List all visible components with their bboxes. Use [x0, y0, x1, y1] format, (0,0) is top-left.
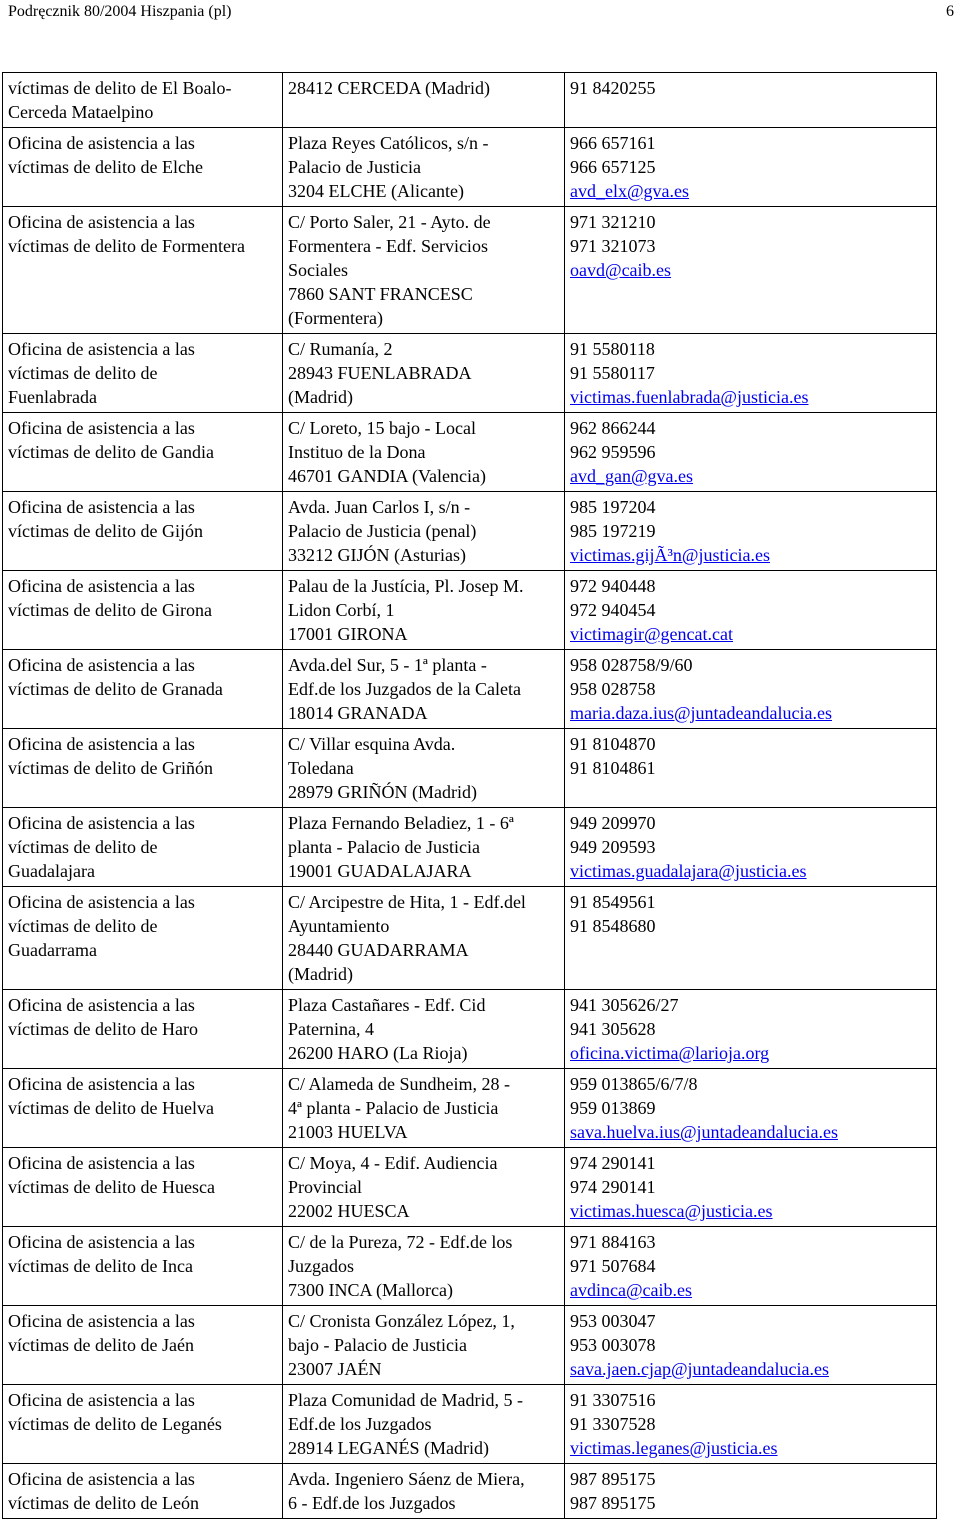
office-name-line: víctimas de delito de [8, 363, 158, 383]
phone-number: 91 8420255 [570, 78, 656, 98]
address-line: 23007 JAÉN [288, 1359, 382, 1379]
address-line: 28943 FUENLABRADA [288, 363, 472, 383]
contact-cell [565, 1306, 937, 1385]
address-line: C/ Loreto, 15 bajo - Local [288, 418, 476, 438]
address-cell [283, 73, 565, 128]
office-name-line: Oficina de asistencia a las [8, 892, 195, 912]
address-cell [283, 571, 565, 650]
table-row [3, 729, 937, 808]
office-name-cell [3, 1464, 283, 1519]
address-line: (Madrid) [288, 387, 353, 407]
phone-number: 966 657161 [570, 133, 656, 153]
address-line: Palacio de Justicia (penal) [288, 521, 477, 541]
phone-number: 941 305626/27 [570, 995, 679, 1015]
address-line: 7300 INCA (Mallorca) [288, 1280, 453, 1300]
phone-number: 941 305628 [570, 1019, 656, 1039]
address-line: Plaza Fernando Beladiez, 1 - 6ª [288, 813, 514, 833]
office-name-line: víctimas de delito de Granada [8, 679, 223, 699]
address-line: Juzgados [288, 1256, 354, 1276]
office-name-line: Oficina de asistencia a las [8, 133, 195, 153]
office-name-cell [3, 1385, 283, 1464]
phone-number: 91 8548680 [570, 916, 656, 936]
address-cell [283, 729, 565, 808]
office-name-line: víctimas de delito de El Boalo- [8, 78, 232, 98]
office-name-line: Fuenlabrada [8, 387, 97, 407]
email-link[interactable]: victimas.guadalajara@justicia.es [570, 861, 807, 881]
address-line: 46701 GANDIA (Valencia) [288, 466, 486, 486]
page-number: 6 [946, 3, 954, 20]
office-name-line: Oficina de asistencia a las [8, 339, 195, 359]
address-line: Avda.del Sur, 5 - 1ª planta - [288, 655, 487, 675]
email-link[interactable]: oficina.victima@larioja.org [570, 1043, 770, 1063]
office-name-line: víctimas de delito de Jaén [8, 1335, 194, 1355]
phone-number: 962 866244 [570, 418, 656, 438]
office-name-cell [3, 1227, 283, 1306]
office-name-line: víctimas de delito de León [8, 1493, 199, 1513]
office-name-line: víctimas de delito de Haro [8, 1019, 198, 1039]
email-link[interactable]: sava.huelva.ius@juntadeandalucia.es [570, 1122, 838, 1142]
email-link[interactable]: avd_gan@gva.es [570, 466, 694, 486]
address-line: Avda. Ingeniero Sáenz de Miera, [288, 1469, 525, 1489]
table-row [3, 1069, 937, 1148]
phone-number: 962 959596 [570, 442, 656, 462]
office-name-line: Oficina de asistencia a las [8, 497, 195, 517]
office-name-line: Oficina de asistencia a las [8, 995, 195, 1015]
office-name-line: víctimas de delito de [8, 837, 158, 857]
email-link[interactable]: avdinca@caib.es [570, 1280, 693, 1300]
office-name-line: víctimas de delito de Gijón [8, 521, 203, 541]
office-name-cell [3, 1306, 283, 1385]
office-name-line: Oficina de asistencia a las [8, 418, 195, 438]
office-name-line: Oficina de asistencia a las [8, 655, 195, 675]
address-line: C/ Moya, 4 - Edif. Audiencia [288, 1153, 498, 1173]
email-link[interactable]: victimagir@gencat.cat [570, 624, 734, 644]
table-row [3, 887, 937, 990]
phone-number: 91 8104861 [570, 758, 656, 778]
office-name-line: Guadalajara [8, 861, 95, 881]
address-line: Instituo de la Dona [288, 442, 426, 462]
office-name-cell [3, 128, 283, 207]
address-line: 18014 GRANADA [288, 703, 428, 723]
address-line: 28440 GUADARRAMA [288, 940, 469, 960]
address-line: Paternina, 4 [288, 1019, 374, 1039]
phone-number: 987 895175 [570, 1469, 656, 1489]
contact-cell [565, 1385, 937, 1464]
phone-number: 966 657125 [570, 157, 656, 177]
table-row [3, 413, 937, 492]
phone-number: 972 940454 [570, 600, 656, 620]
office-name-line: víctimas de delito de [8, 916, 158, 936]
office-name-line: víctimas de delito de Inca [8, 1256, 193, 1276]
office-name-line: Oficina de asistencia a las [8, 1074, 195, 1094]
table-row [3, 990, 937, 1069]
phone-number: 958 028758/9/60 [570, 655, 693, 675]
address-line: Edf.de los Juzgados de la Caleta [288, 679, 521, 699]
office-name-line: Oficina de asistencia a las [8, 1469, 195, 1489]
address-line: C/ Rumanía, 2 [288, 339, 393, 359]
table-row [3, 650, 937, 729]
phone-number: 91 3307516 [570, 1390, 656, 1410]
document-title: Podręcznik 80/2004 Hiszpania (pl) [8, 3, 232, 20]
contact-cell [565, 1464, 937, 1519]
address-line: planta - Palacio de Justicia [288, 837, 480, 857]
victim-assistance-offices-table [2, 72, 937, 1519]
contact-cell [565, 571, 937, 650]
office-name-cell [3, 650, 283, 729]
office-name-line: Cerceda Mataelpino [8, 102, 154, 122]
phone-number: 959 013869 [570, 1098, 656, 1118]
office-name-line: Oficina de asistencia a las [8, 576, 195, 596]
phone-number: 91 3307528 [570, 1414, 656, 1434]
address-cell [283, 1069, 565, 1148]
contact-cell [565, 1148, 937, 1227]
address-cell [283, 413, 565, 492]
phone-number: 91 5580117 [570, 363, 655, 383]
address-line: C/ Alameda de Sundheim, 28 - [288, 1074, 510, 1094]
table-row [3, 492, 937, 571]
address-line: Plaza Reyes Católicos, s/n - [288, 133, 489, 153]
address-cell [283, 334, 565, 413]
phone-number: 971 884163 [570, 1232, 656, 1252]
table-row [3, 73, 937, 128]
table-row [3, 1464, 937, 1519]
address-line: Plaza Comunidad de Madrid, 5 - [288, 1390, 523, 1410]
address-cell [283, 492, 565, 571]
office-name-cell [3, 990, 283, 1069]
table-row [3, 808, 937, 887]
address-cell [283, 128, 565, 207]
address-cell [283, 1148, 565, 1227]
phone-number: 959 013865/6/7/8 [570, 1074, 698, 1094]
email-link[interactable]: sava.jaen.cjap@juntadeandalucia.es [570, 1359, 829, 1379]
email-link[interactable]: avd_elx@gva.es [570, 181, 690, 201]
phone-number: 971 321210 [570, 212, 656, 232]
address-cell [283, 1464, 565, 1519]
address-line: 7860 SANT FRANCESC [288, 284, 473, 304]
address-line: (Madrid) [288, 964, 353, 984]
contact-cell [565, 990, 937, 1069]
office-name-line: víctimas de delito de Elche [8, 157, 203, 177]
table-row [3, 1148, 937, 1227]
office-name-cell [3, 887, 283, 990]
address-line: C/ Arcipestre de Hita, 1 - Edf.del [288, 892, 526, 912]
email-link[interactable]: victimas.fuenlabrada@justicia.es [570, 387, 809, 407]
contact-cell [565, 1069, 937, 1148]
page-header [0, 0, 960, 40]
email-link[interactable]: oavd@caib.es [570, 260, 672, 280]
office-name-line: Oficina de asistencia a las [8, 212, 195, 232]
address-line: C/ de la Pureza, 72 - Edf.de los [288, 1232, 513, 1252]
contact-cell [565, 887, 937, 990]
address-line: 33212 GIJÓN (Asturias) [288, 545, 466, 565]
address-line: bajo - Palacio de Justicia [288, 1335, 467, 1355]
phone-number: 972 940448 [570, 576, 656, 596]
office-name-line: víctimas de delito de Gandia [8, 442, 214, 462]
address-line: 28979 GRIÑÓN (Madrid) [288, 782, 477, 802]
office-name-cell [3, 729, 283, 808]
address-cell [283, 207, 565, 334]
contact-cell [565, 207, 937, 334]
table-row [3, 334, 937, 413]
address-line: C/ Porto Saler, 21 - Ayto. de [288, 212, 491, 232]
address-cell [283, 887, 565, 990]
address-cell [283, 650, 565, 729]
phone-number: 949 209593 [570, 837, 656, 857]
office-name-cell [3, 492, 283, 571]
address-line: 6 - Edf.de los Juzgados [288, 1493, 456, 1513]
office-name-line: Oficina de asistencia a las [8, 734, 195, 754]
office-name-line: Oficina de asistencia a las [8, 813, 195, 833]
table-row [3, 207, 937, 334]
email-link[interactable]: victimas.gijÃ³n@justicia.es [570, 545, 770, 565]
address-line: Avda. Juan Carlos I, s/n - [288, 497, 471, 517]
contact-cell [565, 729, 937, 808]
phone-number: 974 290141 [570, 1177, 656, 1197]
address-line: (Formentera) [288, 308, 383, 328]
contact-cell [565, 1227, 937, 1306]
address-line: 17001 GIRONA [288, 624, 408, 644]
contact-cell [565, 808, 937, 887]
email-link[interactable]: maria.daza.ius@juntadeandalucia.es [570, 703, 832, 723]
address-line: 28412 CERCEDA (Madrid) [288, 78, 490, 98]
phone-number: 987 895175 [570, 1493, 656, 1513]
office-name-cell [3, 334, 283, 413]
table-row [3, 571, 937, 650]
phone-number: 953 003078 [570, 1335, 656, 1355]
office-name-line: víctimas de delito de Girona [8, 600, 212, 620]
address-line: C/ Cronista González López, 1, [288, 1311, 515, 1331]
office-name-line: Guadarrama [8, 940, 97, 960]
address-line: 22002 HUESCA [288, 1201, 410, 1221]
table-row [3, 128, 937, 207]
office-name-line: Oficina de asistencia a las [8, 1311, 195, 1331]
phone-number: 91 8549561 [570, 892, 656, 912]
email-link[interactable]: victimas.leganes@justicia.es [570, 1438, 778, 1458]
table-row [3, 1385, 937, 1464]
phone-number: 91 5580118 [570, 339, 655, 359]
address-cell [283, 808, 565, 887]
address-line: Formentera - Edf. Servicios [288, 236, 488, 256]
office-name-cell [3, 73, 283, 128]
address-cell [283, 1306, 565, 1385]
office-name-line: víctimas de delito de Leganés [8, 1414, 222, 1434]
phone-number: 971 321073 [570, 236, 656, 256]
office-name-line: víctimas de delito de Formentera [8, 236, 245, 256]
address-line: Lidon Corbí, 1 [288, 600, 395, 620]
office-name-cell [3, 808, 283, 887]
address-cell [283, 1227, 565, 1306]
contact-cell [565, 334, 937, 413]
address-line: 28914 LEGANÉS (Madrid) [288, 1438, 489, 1458]
phone-number: 971 507684 [570, 1256, 656, 1276]
contact-cell [565, 73, 937, 128]
office-name-line: víctimas de delito de Griñón [8, 758, 213, 778]
address-line: Provincial [288, 1177, 362, 1197]
contact-cell [565, 413, 937, 492]
phone-number: 985 197204 [570, 497, 656, 517]
address-cell [283, 1385, 565, 1464]
contact-cell [565, 650, 937, 729]
phone-number: 958 028758 [570, 679, 656, 699]
phone-number: 953 003047 [570, 1311, 656, 1331]
office-name-line: Oficina de asistencia a las [8, 1390, 195, 1410]
table-row [3, 1227, 937, 1306]
address-line: Plaza Castañares - Edf. Cid [288, 995, 486, 1015]
phone-number: 974 290141 [570, 1153, 656, 1173]
address-line: Edf.de los Juzgados [288, 1414, 432, 1434]
address-line: Ayuntamiento [288, 916, 390, 936]
address-line: 19001 GUADALAJARA [288, 861, 472, 881]
office-name-line: Oficina de asistencia a las [8, 1232, 195, 1252]
phone-number: 985 197219 [570, 521, 656, 541]
address-line: Palau de la Justícia, Pl. Josep M. [288, 576, 524, 596]
office-name-cell [3, 1069, 283, 1148]
office-name-line: víctimas de delito de Huelva [8, 1098, 214, 1118]
contact-cell [565, 128, 937, 207]
address-line: 4ª planta - Palacio de Justicia [288, 1098, 499, 1118]
office-name-cell [3, 1148, 283, 1227]
directory-body [3, 73, 937, 1519]
contact-cell [565, 492, 937, 571]
office-name-cell [3, 207, 283, 334]
address-line: C/ Villar esquina Avda. [288, 734, 456, 754]
office-name-cell [3, 413, 283, 492]
address-cell [283, 990, 565, 1069]
address-line: 21003 HUELVA [288, 1122, 408, 1142]
address-line: Toledana [288, 758, 354, 778]
office-name-line: víctimas de delito de Huesca [8, 1177, 215, 1197]
address-line: Palacio de Justicia [288, 157, 421, 177]
address-line: Sociales [288, 260, 348, 280]
phone-number: 949 209970 [570, 813, 656, 833]
table-row [3, 1306, 937, 1385]
address-line: 26200 HARO (La Rioja) [288, 1043, 468, 1063]
address-line: 3204 ELCHE (Alicante) [288, 181, 464, 201]
office-name-line: Oficina de asistencia a las [8, 1153, 195, 1173]
email-link[interactable]: victimas.huesca@justicia.es [570, 1201, 773, 1221]
office-name-cell [3, 571, 283, 650]
phone-number: 91 8104870 [570, 734, 656, 754]
